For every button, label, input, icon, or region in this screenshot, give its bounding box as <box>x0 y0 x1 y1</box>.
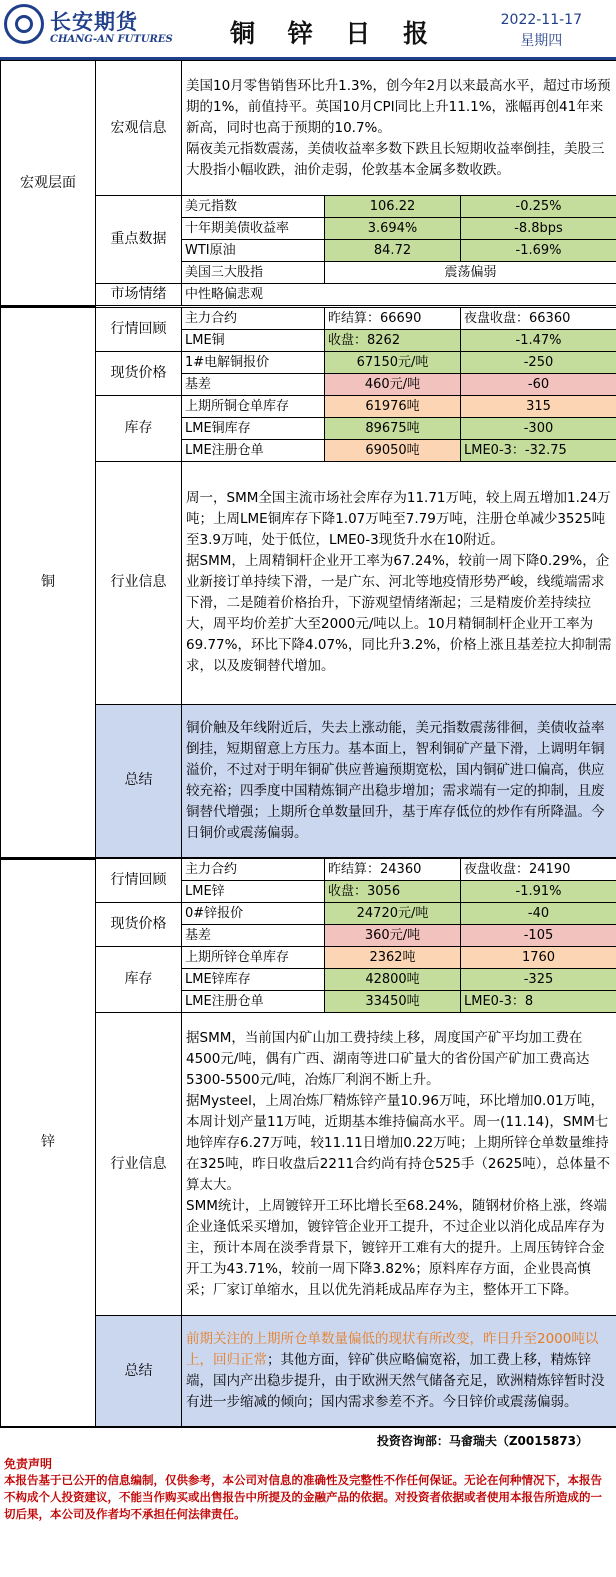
zinc-inv-value: 33450吨 <box>325 991 461 1013</box>
copper-inv-change: 315 <box>461 395 616 417</box>
zinc-inv-label: 库存 <box>96 947 182 1013</box>
copper-main-contract: 主力合约 <box>182 307 325 329</box>
zinc-summary-text <box>182 1316 616 1427</box>
key-row-change: -8.8bps <box>461 218 616 240</box>
zinc-lme-close: 收盘：3056 <box>325 881 461 903</box>
zinc-review-label: 行情回顾 <box>96 859 182 903</box>
zinc-industry-label: 行业信息 <box>96 1013 182 1316</box>
copper-lme-change: -1.47% <box>461 329 616 351</box>
zinc-industry-para-1: 据SMM，当前国内矿山加工费持续上移，周度国产矿平均加工费在4500元/吨，偶有广西、湖南等进口矿量大的省份国产矿加工费高达5300-5500元/吨，冶炼厂利润不断上升。 <box>186 1029 590 1088</box>
zinc-inv-value: 2362吨 <box>325 947 461 969</box>
key-row-change: -1.69% <box>461 240 616 262</box>
zinc-summary-rest: ；其他方面，锌矿供应略偏宽裕，加工费上移，精炼锌端，国内产出稳步提升，由于欧洲天然气储备充足，欧洲精炼锌暂时没有进一步缩减的倾向；国内需求参差不齐。今日锌价或震荡偏弱。 <box>186 1352 605 1410</box>
key-row-name: 美元指数 <box>182 196 325 218</box>
zinc-prev-settle: 昨结算：24360 <box>325 859 461 881</box>
copper-inv-name: LME注册仓单 <box>182 439 325 461</box>
report-footer <box>0 1427 616 1523</box>
key-row-change: -0.25% <box>461 196 616 218</box>
zinc-inv-value: 42800吨 <box>325 969 461 991</box>
copper-basis-value: 460元/吨 <box>325 373 461 395</box>
copper-inv-value: 89675吨 <box>325 417 461 439</box>
copper-spot-name: 1#电解铜报价 <box>182 351 325 373</box>
copper-inv-value: 69050吨 <box>325 439 461 461</box>
zinc-lme-name: LME锌 <box>182 881 325 903</box>
copper-inv-name: LME铜库存 <box>182 417 325 439</box>
copper-inv-name: 上期所铜仓单库存 <box>182 395 325 417</box>
copper-spot-change: -250 <box>461 351 616 373</box>
copper-review-label: 行情回顾 <box>96 307 182 351</box>
macro-section-label: 宏观层面 <box>1 61 96 306</box>
zinc-industry-para-3: SMM统计，上周镀锌开工环比增长至68.24%，随钢材价格上涨，终端企业逢低采买增加，镀锌管企业开工提升，不过企业以消化成品库存为主，预计本周在淡季背景下，镀锌开工难有大的提升。上周压铸锌合金开工为43.71%，较前一周下降3.82%；原料库存方面，企业畏高慎采；厂家订单缩水，且以优先消耗成品库存为主，整体开工下降。 <box>186 1197 607 1298</box>
copper-industry-text <box>182 461 616 704</box>
copper-basis-change: -60 <box>461 373 616 395</box>
key-row-name: 十年期美债收益率 <box>182 218 325 240</box>
zinc-spot-change: -40 <box>461 903 616 925</box>
zinc-table <box>0 858 616 1428</box>
zinc-inv-change: -325 <box>461 969 616 991</box>
zinc-summary-highlight: 前期关注的上期所仓单数量偏低的现状有所改变，昨日升至2000吨以上，回归正常 <box>186 1331 599 1368</box>
zinc-spot-value: 24720元/吨 <box>325 903 461 925</box>
zinc-inv-change: LME0-3：8 <box>461 991 616 1013</box>
analyst-credit: 投资咨询部：马畲瑞夫（Z0015873） <box>376 1434 588 1448</box>
company-logo <box>4 4 204 54</box>
sentiment-value: 中性略偏悲观 <box>182 284 616 306</box>
copper-spot-value: 67150元/吨 <box>325 351 461 373</box>
zinc-main-contract: 主力合约 <box>182 859 325 881</box>
zinc-basis-value: 360元/吨 <box>325 925 461 947</box>
zinc-industry-para-2: 据Mysteel，上周冶炼厂精炼锌产量10.96万吨，环比增加0.01万吨，本周计划产量11万吨，近期基本维持偏高水平。周一(11.14)，SMM七地锌库存6.27万吨，较11.11日增加0.22万吨；上期所锌仓单数量维持在325吨，昨日收盘后2211合约尚有持仓525手（2625吨），总体量不算太大。 <box>186 1092 610 1193</box>
zinc-night-close: 夜盘收盘：24190 <box>461 859 616 881</box>
zinc-inv-change: 1760 <box>461 947 616 969</box>
copper-section-label: 铜 <box>1 307 96 857</box>
copper-industry-label: 行业信息 <box>96 461 182 704</box>
copper-basis-name: 基差 <box>182 373 325 395</box>
key-row-name: WTI原油 <box>182 240 325 262</box>
macro-info-para-2: 隔夜美元指数震荡，美债收益率多数下跌且长短期收益率倒挂，美股三大股指小幅收跌，油价走弱，伦敦基本金属多数收跌。 <box>186 140 605 178</box>
weekday-text: 星期四 <box>520 33 563 49</box>
copper-prev-settle: 昨结算：66690 <box>325 307 461 329</box>
report-date <box>501 10 582 52</box>
report-header <box>0 0 616 60</box>
copper-summary-text: 铜价触及年线附近后，失去上涨动能，美元指数震荡徘徊，美债收益率倒挂，短期留意上方压力。基本面上，智利铜矿产量下滑，上调明年铜溢价，不过对于明年铜矿供应普遍预期宽松，国内铜矿进口偏高，供应较充裕；四季度中国精炼铜产出稳步增加；需求端有一定的抑制，且废铜替代增强；上期所仓单数量回升，基于库存低位的炒作有所降温。今日铜价或震荡偏弱。 <box>182 704 616 857</box>
copper-spot-label: 现货价格 <box>96 351 182 395</box>
key-row-value: 84.72 <box>325 240 461 262</box>
stocks-name: 美国三大股指 <box>182 262 325 284</box>
zinc-summary-label: 总结 <box>96 1316 182 1427</box>
key-row-value: 3.694% <box>325 218 461 240</box>
macro-info-text <box>182 61 616 196</box>
copper-night-close: 夜盘收盘：66360 <box>461 307 616 329</box>
logo-cn-text: 长安期货 <box>50 10 138 34</box>
zinc-section-label: 锌 <box>1 859 96 1427</box>
zinc-industry-text <box>182 1013 616 1316</box>
copper-industry-para-1: 周一，SMM全国主流市场社会库存为11.71万吨，较上周五增加1.24万吨；上周LME铜库存下降1.07万吨至7.79万吨，注册仓单减少3525吨至3.9万吨，处于低位，LME0-3现货升水在10附近。 <box>186 490 611 548</box>
zinc-spot-name: 0#锌报价 <box>182 903 325 925</box>
copper-inv-change: -300 <box>461 417 616 439</box>
logo-en-text: CHANG-AN FUTURES <box>50 34 173 45</box>
key-row-value: 106.22 <box>325 196 461 218</box>
copper-inv-value: 61976吨 <box>325 395 461 417</box>
copper-inv-change: LME0-3：-32.75 <box>461 439 616 461</box>
macro-info-label: 宏观信息 <box>96 61 182 196</box>
zinc-lme-change: -1.91% <box>461 881 616 903</box>
copper-industry-para-2: 据SMM，上周精铜杆企业开工率为67.24%，较前一周下降0.29%，企业新接订单持续下滑，一是广东、河北等地疫情形势严峻，线缆端需求下滑，二是随着价格抬升，下游观望情绪渐起；三是精废价差持续拉大，周平均价差扩大至2000元/吨以上。10月精铜制杆企业开工率为69.77%，环比下降4.07%，同比升3.2%，价格上涨且基差拉大抑制需求，以及废铜替代增加。 <box>186 553 612 674</box>
copper-table <box>0 306 616 858</box>
copper-summary-label: 总结 <box>96 704 182 857</box>
disclaimer-text: 本报告基于已公开的信息编制，仅供参考，本公司对信息的准确性及完整性不作任何保证。无论在何种情况下，本报告不构成个人投资建议，不能当作购买或出售报告中所提及的金融产品的依据。对投资者依据或者使用本报告所造成的一切后果，本公司及作者均不承担任何法律责任。 <box>4 1473 602 1521</box>
zinc-spot-label: 现货价格 <box>96 903 182 947</box>
report-title: 铜 锌 日 报 <box>230 19 441 48</box>
zinc-inv-name: LME锌库存 <box>182 969 325 991</box>
macro-info-para-1: 美国10月零售销售环比升1.3%，创今年2月以来最高水平，超过市场预期的1%，前值持平。英国10月CPI同比上升11.1%，涨幅再创41年来新高，同时也高于预期的10.7%。 <box>186 77 611 136</box>
copper-inv-label: 库存 <box>96 395 182 461</box>
zinc-basis-change: -105 <box>461 925 616 947</box>
macro-key-label: 重点数据 <box>96 196 182 284</box>
date-text: 2022-11-17 <box>500 12 582 28</box>
zinc-inv-name: LME注册仓单 <box>182 991 325 1013</box>
stocks-value: 震荡偏弱 <box>325 262 616 284</box>
disclaimer-title: 免责声明 <box>4 1457 53 1471</box>
macro-table <box>0 60 616 306</box>
copper-lme-name: LME铜 <box>182 329 325 351</box>
copper-lme-close: 收盘：8262 <box>325 329 461 351</box>
logo-mark-icon <box>4 4 44 44</box>
zinc-inv-name: 上期所锌仓单库存 <box>182 947 325 969</box>
sentiment-label: 市场情绪 <box>96 284 182 306</box>
zinc-basis-name: 基差 <box>182 925 325 947</box>
